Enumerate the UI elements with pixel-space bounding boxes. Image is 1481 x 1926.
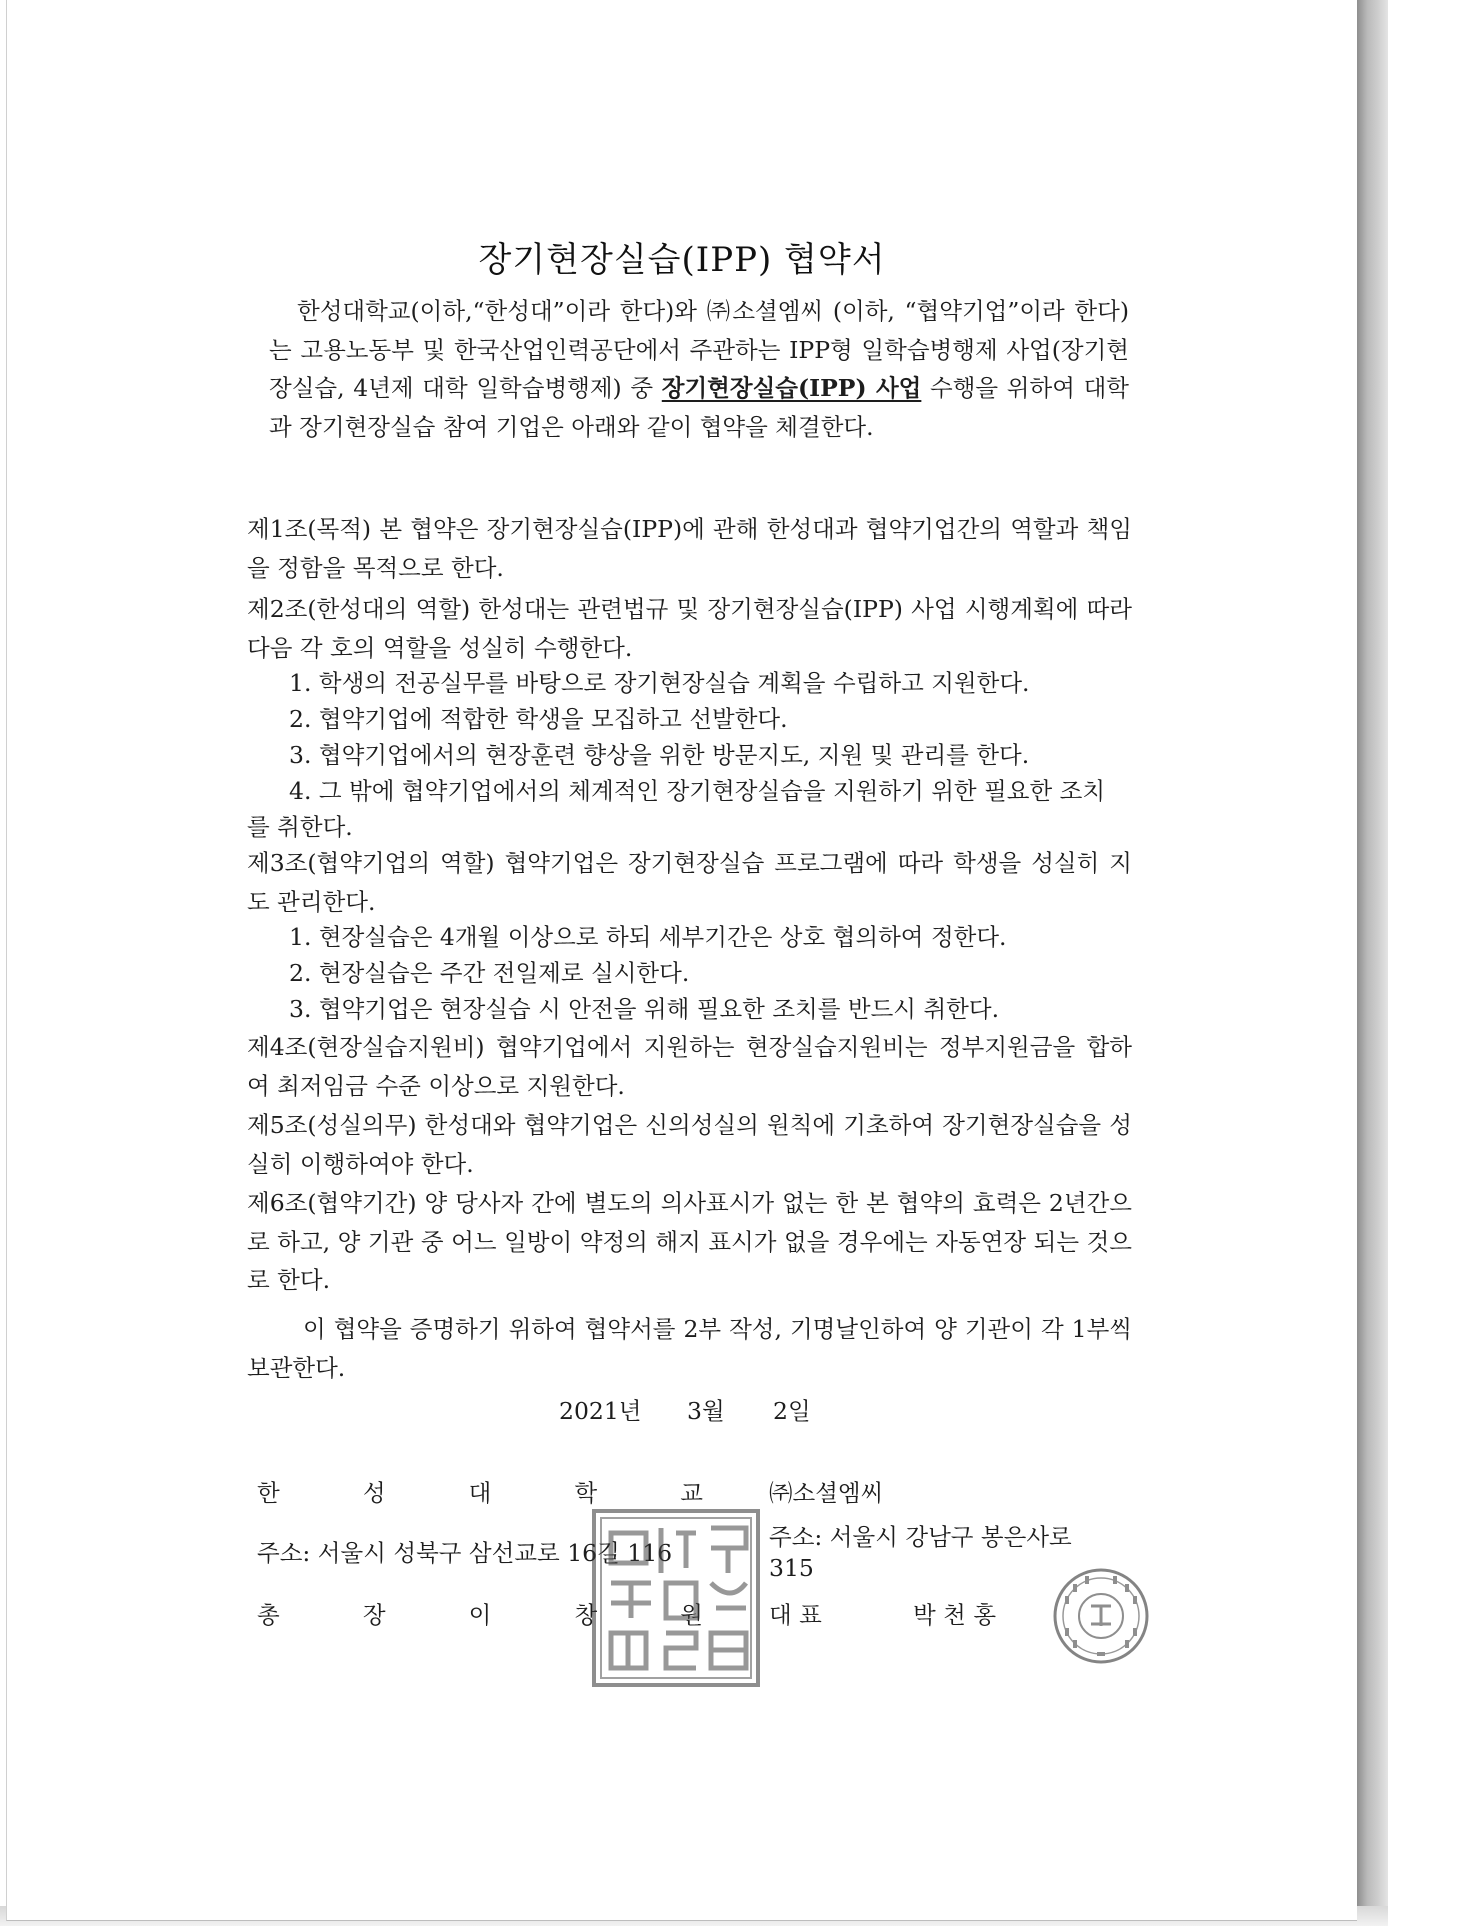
right-party-address-line2: 315: [769, 1554, 814, 1582]
title-char: 총: [257, 1601, 280, 1629]
article-heading: 제4조(현장실습지원비): [247, 1033, 485, 1061]
date-month: 3월: [687, 1397, 725, 1425]
university-seal: [591, 1508, 761, 1688]
article-heading: 제5조(성실의무): [247, 1111, 417, 1139]
right-party-address-line1: 주소: 서울시 강남구 봉은사로: [769, 1523, 1072, 1551]
page-edge: [1356, 0, 1388, 1926]
name-char: 교: [680, 1479, 703, 1507]
article-6: [247, 1184, 1132, 1300]
closing-text: 이 협약을 증명하기 위하여 협약서를 2부 작성, 기명날인하여 양 기관이 각 1부씩 보관한다.: [247, 1315, 1132, 1382]
article-2-item-4: 4. 그 밖에 협약기업에서의 체계적인 장기현장실습을 지원하기 위한 필요한 조치: [289, 777, 1106, 805]
right-party-name: ㈜소셜엠씨: [769, 1479, 884, 1507]
article-text: 한성대와 협약기업은 신의성실의 원칙에 기초하여 장기현장실습을 성실히 이행하여야 한다.: [247, 1111, 1132, 1178]
article-2-item-2: 2. 협약기업에 적합한 학생을 모집하고 선발한다.: [289, 705, 788, 733]
title-char: 이: [468, 1601, 492, 1629]
left-party-name: [257, 1474, 703, 1508]
article-heading: 제2조(한성대의 역할): [247, 595, 471, 623]
title-char: 장: [362, 1601, 386, 1629]
article-2: [247, 590, 1132, 667]
article-2-item-4-cont: 를 취한다.: [247, 813, 353, 841]
intro-text-part2: 수행을 위하여 대학과 장기현장실습 참여 기업은 아래와 같이 협약을 체결한다.: [269, 374, 1129, 441]
article-text: 협약기업에서 지원하는 현장실습지원비는 정부지원금을 합하여 최저임금 수준 이상으로 지원한다.: [247, 1033, 1132, 1100]
article-heading: 제6조(협약기간): [247, 1189, 417, 1217]
title-char: 원: [680, 1601, 703, 1629]
document-title: 장기현장실습(IPP) 협약서: [478, 240, 886, 280]
article-text: 본 협약은 장기현장실습(IPP)에 관해 한성대과 협약기업간의 역할과 책임을 정함을 목적으로 한다.: [247, 515, 1132, 582]
article-2-item-3: 3. 협약기업에서의 현장훈련 향상을 위한 방문지도, 지원 및 관리를 한다.: [289, 741, 1030, 769]
article-1: [247, 510, 1132, 587]
name-char: 대: [468, 1479, 492, 1507]
article-4: [247, 1028, 1132, 1105]
article-3: [247, 844, 1132, 921]
closing-paragraph: [247, 1310, 1132, 1387]
right-party-rep-name: 박 천 홍: [913, 1601, 997, 1629]
intro-paragraph: [269, 292, 1129, 446]
right-party-title: 대 표: [769, 1601, 822, 1629]
article-heading: 제1조(목적): [247, 515, 372, 543]
article-text: 양 당사자 간에 별도의 의사표시가 없는 한 본 협약의 효력은 2년간으로 하고, 양 기관 중 어느 일방이 약정의 해지 표시가 없을 경우에는 자동연장 되는 것으로 한다.: [247, 1189, 1132, 1294]
name-char: 학: [574, 1479, 598, 1507]
article-3-item-2: 2. 현장실습은 주간 전일제로 실시한다.: [289, 959, 690, 987]
closing-indent: [247, 1315, 303, 1343]
article-text: 한성대는 관련법규 및 장기현장실습(IPP) 사업 시행계획에 따라 다음 각 호의 역할을 성실히 수행한다.: [247, 595, 1132, 662]
date-day: 2일: [773, 1397, 811, 1425]
article-heading: 제3조(협약기업의 역할): [247, 849, 495, 877]
article-2-item-1: 1. 학생의 전공실무를 바탕으로 장기현장실습 계획을 수립하고 지원한다.: [289, 669, 1030, 697]
company-seal: [1051, 1566, 1151, 1666]
article-5: [247, 1106, 1132, 1183]
article-3-item-3: 3. 협약기업은 현장실습 시 안전을 위해 필요한 조치를 반드시 취한다.: [289, 995, 1000, 1023]
intro-underlined-text: 장기현장실습(IPP) 사업: [661, 374, 922, 402]
intro-text-part1: 한성대학교(이하,“한성대”이라 한다)와 ㈜소셜엠씨 (이하, “협약기업”이라 한다)는 고용노동부 및 한국산업인력공단에서 주관하는 IPP형 일학습병행제 사업(장기현장실습, 4년제 대학 일학습병행제) 중: [269, 297, 1129, 402]
article-3-item-1: 1. 현장실습은 4개월 이상으로 하되 세부기간은 상호 협의하여 정한다.: [289, 923, 1007, 951]
date-year: 2021년: [559, 1397, 642, 1425]
name-char: 한: [257, 1479, 280, 1507]
name-char: 성: [362, 1479, 386, 1507]
document-page: [6, 0, 1357, 1921]
article-text: 협약기업은 장기현장실습 프로그램에 따라 학생을 성실히 지도 관리한다.: [247, 849, 1132, 916]
left-party-address: 주소: 서울시 성북구 삼선교로 16길 116: [257, 1539, 673, 1567]
title-char: 창: [574, 1601, 598, 1629]
intro-indent: [269, 297, 297, 325]
